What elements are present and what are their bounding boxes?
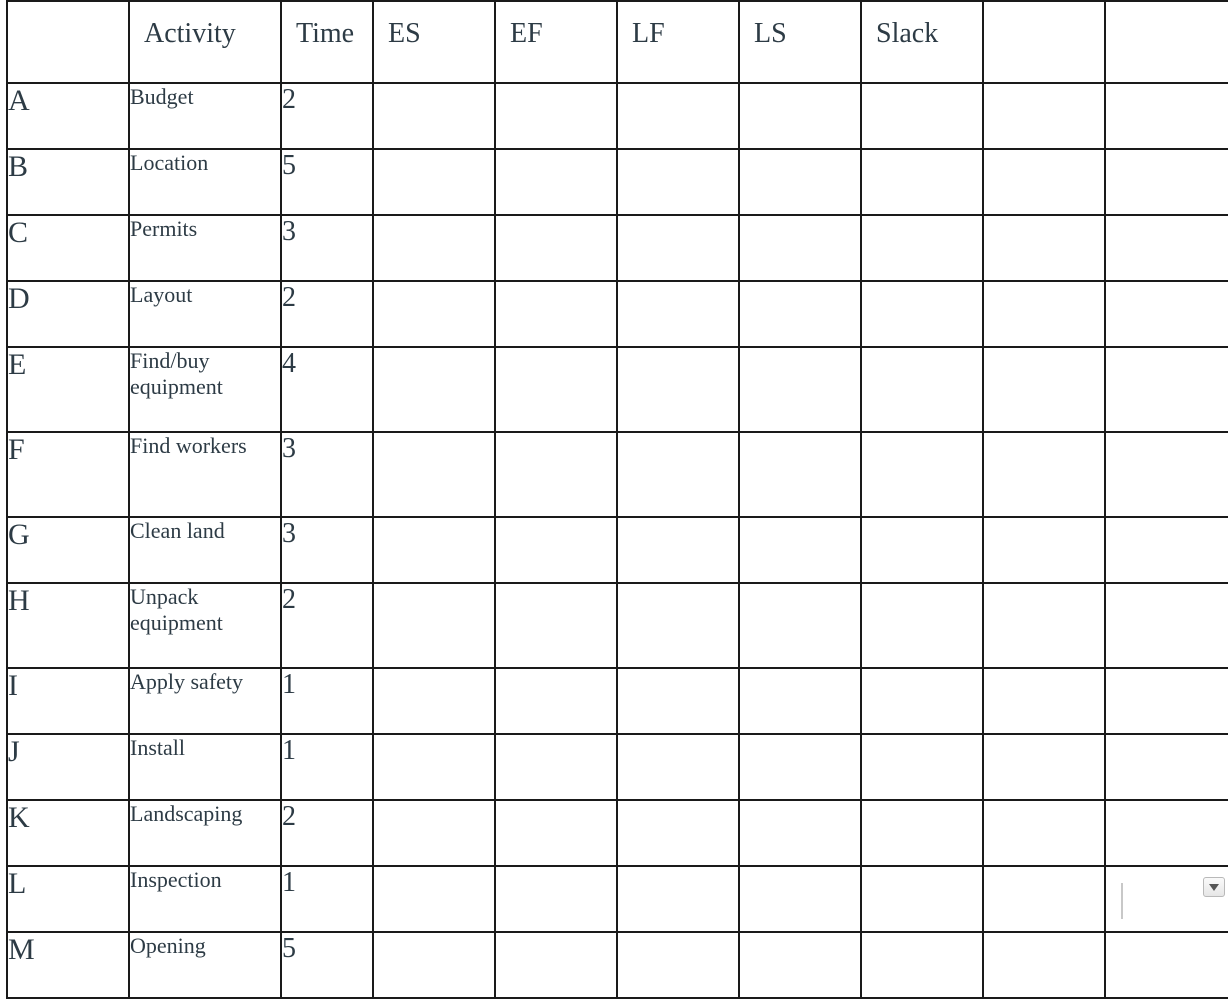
extra-cell-2[interactable] bbox=[1105, 432, 1228, 517]
slack-cell[interactable] bbox=[861, 347, 983, 432]
ls-cell[interactable] bbox=[739, 583, 861, 668]
activity-time: 3 bbox=[281, 215, 373, 281]
activity-name: Budget bbox=[129, 83, 281, 149]
table-row bbox=[7, 432, 1228, 517]
lf-cell[interactable] bbox=[617, 281, 739, 347]
activity-name: Location bbox=[129, 149, 281, 215]
activity-time: 2 bbox=[281, 83, 373, 149]
slack-cell[interactable] bbox=[861, 517, 983, 583]
lf-cell[interactable] bbox=[617, 668, 739, 734]
activity-name: Install bbox=[129, 734, 281, 800]
slack-cell[interactable] bbox=[861, 668, 983, 734]
extra-cell-1[interactable] bbox=[983, 215, 1105, 281]
lf-cell[interactable] bbox=[617, 583, 739, 668]
extra-cell-1[interactable] bbox=[983, 149, 1105, 215]
activity-time: 2 bbox=[281, 800, 373, 866]
extra-cell-1[interactable] bbox=[983, 517, 1105, 583]
activity-code: K bbox=[7, 800, 129, 866]
extra-cell-1[interactable] bbox=[983, 800, 1105, 866]
es-cell[interactable] bbox=[373, 734, 495, 800]
table-row bbox=[7, 866, 1228, 932]
lf-cell[interactable] bbox=[617, 932, 739, 998]
slack-cell[interactable] bbox=[861, 215, 983, 281]
activity-code: L bbox=[7, 866, 129, 932]
activity-name: Find/buy equipment bbox=[129, 347, 281, 432]
header-lf: LF bbox=[617, 1, 739, 83]
es-cell[interactable] bbox=[373, 281, 495, 347]
activity-code: C bbox=[7, 215, 129, 281]
lf-cell[interactable] bbox=[617, 83, 739, 149]
ef-cell[interactable] bbox=[495, 800, 617, 866]
ls-cell[interactable] bbox=[739, 347, 861, 432]
es-cell[interactable] bbox=[373, 215, 495, 281]
slack-cell[interactable] bbox=[861, 583, 983, 668]
activity-time: 1 bbox=[281, 734, 373, 800]
ef-cell[interactable] bbox=[495, 517, 617, 583]
es-cell[interactable] bbox=[373, 866, 495, 932]
extra-cell-1[interactable] bbox=[983, 83, 1105, 149]
extra-cell-2[interactable] bbox=[1105, 215, 1228, 281]
header-extra-1 bbox=[983, 1, 1105, 83]
slack-cell[interactable] bbox=[861, 432, 983, 517]
activity-name: Inspection bbox=[129, 866, 281, 932]
table-row bbox=[7, 517, 1228, 583]
es-cell[interactable] bbox=[373, 668, 495, 734]
ls-cell[interactable] bbox=[739, 668, 861, 734]
ef-cell[interactable] bbox=[495, 866, 617, 932]
slack-cell[interactable] bbox=[861, 932, 983, 998]
extra-cell-2[interactable] bbox=[1105, 281, 1228, 347]
extra-cell-2[interactable] bbox=[1105, 800, 1228, 866]
ef-cell[interactable] bbox=[495, 149, 617, 215]
es-cell[interactable] bbox=[373, 932, 495, 998]
ls-cell[interactable] bbox=[739, 215, 861, 281]
extra-cell-1[interactable] bbox=[983, 432, 1105, 517]
ef-cell[interactable] bbox=[495, 215, 617, 281]
slack-cell[interactable] bbox=[861, 866, 983, 932]
table-row bbox=[7, 668, 1228, 734]
activity-code: M bbox=[7, 932, 129, 998]
extra-cell-1[interactable] bbox=[983, 734, 1105, 800]
activity-code: I bbox=[7, 668, 129, 734]
es-cell[interactable] bbox=[373, 347, 495, 432]
table-row bbox=[7, 583, 1228, 668]
header-es: ES bbox=[373, 1, 495, 83]
ef-cell[interactable] bbox=[495, 932, 617, 998]
header-extra-2 bbox=[1105, 1, 1228, 83]
activity-name: Clean land bbox=[129, 517, 281, 583]
activity-time: 1 bbox=[281, 866, 373, 932]
extra-cell-2[interactable] bbox=[1105, 583, 1228, 668]
lf-cell[interactable] bbox=[617, 866, 739, 932]
header-row bbox=[7, 1, 1228, 83]
activity-name: Unpack equipment bbox=[129, 583, 281, 668]
extra-cell-2[interactable] bbox=[1105, 866, 1228, 932]
slack-cell[interactable] bbox=[861, 800, 983, 866]
ef-cell[interactable] bbox=[495, 668, 617, 734]
extra-cell-1[interactable] bbox=[983, 932, 1105, 998]
ls-cell[interactable] bbox=[739, 800, 861, 866]
ls-cell[interactable] bbox=[739, 83, 861, 149]
activity-name: Find workers bbox=[129, 432, 281, 517]
ef-cell[interactable] bbox=[495, 347, 617, 432]
table-row bbox=[7, 149, 1228, 215]
extra-cell-2[interactable] bbox=[1105, 149, 1228, 215]
activity-time: 1 bbox=[281, 668, 373, 734]
lf-cell[interactable] bbox=[617, 215, 739, 281]
es-cell[interactable] bbox=[373, 83, 495, 149]
slack-cell[interactable] bbox=[861, 281, 983, 347]
ef-cell[interactable] bbox=[495, 734, 617, 800]
activity-name: Permits bbox=[129, 215, 281, 281]
es-cell[interactable] bbox=[373, 517, 495, 583]
table-row bbox=[7, 347, 1228, 432]
ls-cell[interactable] bbox=[739, 734, 861, 800]
slack-cell[interactable] bbox=[861, 734, 983, 800]
extra-cell-1[interactable] bbox=[983, 281, 1105, 347]
ls-cell[interactable] bbox=[739, 517, 861, 583]
chevron-down-icon bbox=[1209, 884, 1219, 891]
extra-cell-1[interactable] bbox=[983, 866, 1105, 932]
activity-time: 4 bbox=[281, 347, 373, 432]
table-row bbox=[7, 932, 1228, 998]
activity-time: 5 bbox=[281, 932, 373, 998]
lf-cell[interactable] bbox=[617, 347, 739, 432]
slack-cell[interactable] bbox=[861, 83, 983, 149]
activity-name: Apply safety bbox=[129, 668, 281, 734]
extra-cell-2[interactable] bbox=[1105, 347, 1228, 432]
activity-code: D bbox=[7, 281, 129, 347]
es-cell[interactable] bbox=[373, 149, 495, 215]
lf-cell[interactable] bbox=[617, 432, 739, 517]
ls-cell[interactable] bbox=[739, 281, 861, 347]
table-row bbox=[7, 83, 1228, 149]
activity-code: G bbox=[7, 517, 129, 583]
activity-time: 3 bbox=[281, 432, 373, 517]
ef-cell[interactable] bbox=[495, 583, 617, 668]
lf-cell[interactable] bbox=[617, 800, 739, 866]
header-code bbox=[7, 1, 129, 83]
extra-cell-2[interactable] bbox=[1105, 932, 1228, 998]
table-row bbox=[7, 800, 1228, 866]
activity-name: Opening bbox=[129, 932, 281, 998]
activity-code: A bbox=[7, 83, 129, 149]
activity-code: B bbox=[7, 149, 129, 215]
activity-code: H bbox=[7, 583, 129, 668]
table-row bbox=[7, 281, 1228, 347]
activity-name: Layout bbox=[129, 281, 281, 347]
text-cursor bbox=[1121, 883, 1123, 919]
table-row bbox=[7, 734, 1228, 800]
table-row bbox=[7, 215, 1228, 281]
header-ef: EF bbox=[495, 1, 617, 83]
lf-cell[interactable] bbox=[617, 734, 739, 800]
ef-cell[interactable] bbox=[495, 281, 617, 347]
dropdown-button[interactable] bbox=[1203, 877, 1225, 897]
extra-cell-1[interactable] bbox=[983, 668, 1105, 734]
ls-cell[interactable] bbox=[739, 432, 861, 517]
header-time: Time bbox=[281, 1, 373, 83]
es-cell[interactable] bbox=[373, 432, 495, 517]
header-ls: LS bbox=[739, 1, 861, 83]
lf-cell[interactable] bbox=[617, 517, 739, 583]
extra-cell-1[interactable] bbox=[983, 583, 1105, 668]
es-cell[interactable] bbox=[373, 800, 495, 866]
ls-cell[interactable] bbox=[739, 932, 861, 998]
activity-time: 3 bbox=[281, 517, 373, 583]
ls-cell[interactable] bbox=[739, 866, 861, 932]
ef-cell[interactable] bbox=[495, 83, 617, 149]
slack-cell[interactable] bbox=[861, 149, 983, 215]
header-slack: Slack bbox=[861, 1, 983, 83]
activity-code: J bbox=[7, 734, 129, 800]
activity-time: 2 bbox=[281, 281, 373, 347]
activity-table bbox=[6, 0, 1228, 999]
ef-cell[interactable] bbox=[495, 432, 617, 517]
extra-cell-2[interactable] bbox=[1105, 734, 1228, 800]
activity-time: 2 bbox=[281, 583, 373, 668]
extra-cell-2[interactable] bbox=[1105, 668, 1228, 734]
activity-time: 5 bbox=[281, 149, 373, 215]
activity-code: E bbox=[7, 347, 129, 432]
activity-code: F bbox=[7, 432, 129, 517]
ls-cell[interactable] bbox=[739, 149, 861, 215]
lf-cell[interactable] bbox=[617, 149, 739, 215]
extra-cell-1[interactable] bbox=[983, 347, 1105, 432]
header-activity: Activity bbox=[129, 1, 281, 83]
extra-cell-2[interactable] bbox=[1105, 83, 1228, 149]
extra-cell-2[interactable] bbox=[1105, 517, 1228, 583]
activity-name: Landscaping bbox=[129, 800, 281, 866]
es-cell[interactable] bbox=[373, 583, 495, 668]
